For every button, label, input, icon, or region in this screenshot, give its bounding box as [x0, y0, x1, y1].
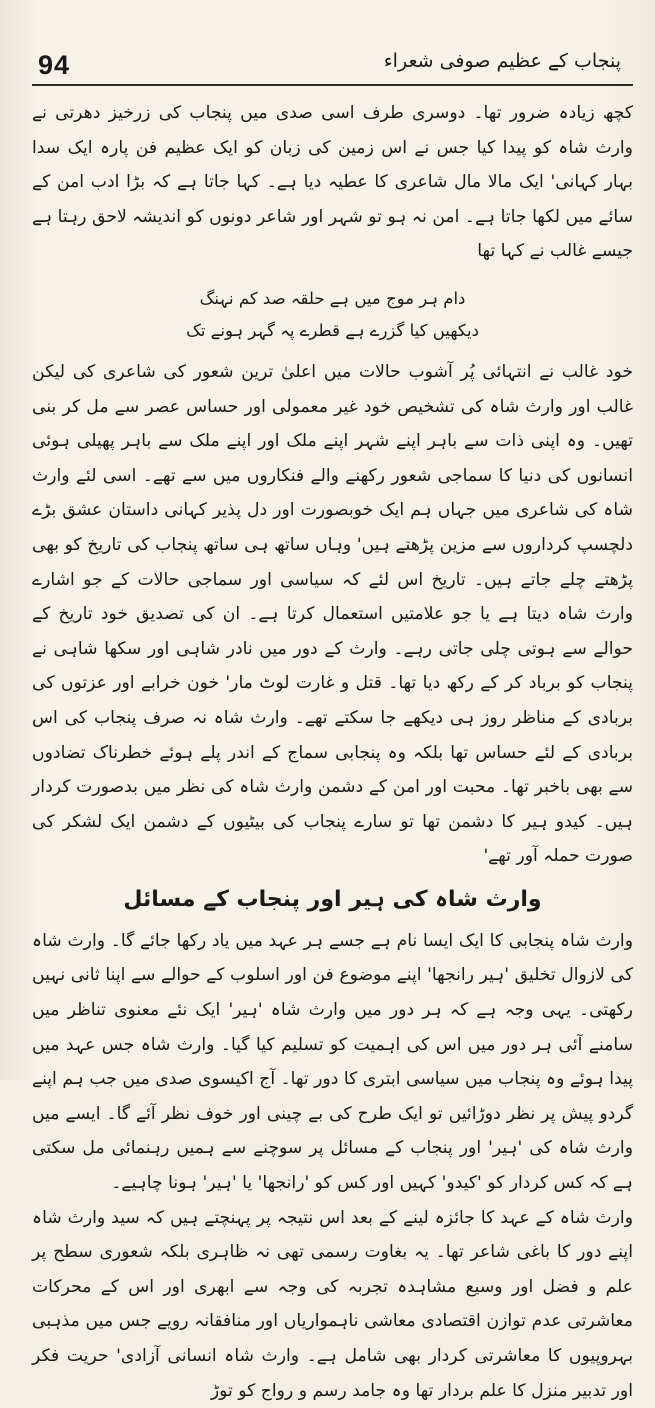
verse-couplet: [32, 283, 633, 347]
running-title: پنجاب کے عظیم صوفی شعراء: [383, 50, 621, 72]
verse-line-1: دام ہر موج میں ہے حلقہ صد کم نہنگ: [199, 288, 466, 308]
page-number: 94: [38, 50, 71, 80]
paragraph-rebel-poet: وارث شاہ کے عہد کا جائزہ لینے کے بعد اس نتیجہ پر پہنچتے ہیں کہ سید وارث شاہ اپنے دور کا باغی شاعر تھا۔ یہ بغاوت رسمی تھی نہ ظاہری بلکہ شعوری سطح پر علم و فضل اور وسیع مشاہدہ تجربہ کی وجہ سے ابھری اور اس کے محرکات معاشرتی عدم توازن اقتصادی معاشی ناہمواریاں اور منافقانہ رویے جس میں مذہبی بہروپیوں کا معاشرتی کردار بھی شامل ہے۔ وارث شاہ انسانی آزادی' حریت فکر اور تدبیر منزل کا علم بردار تھا وہ جامد رسم و رواج کو توڑ: [32, 1207, 633, 1401]
paragraph-heer-intro: وارث شاہ پنجابی کا ایک ایسا نام ہے جسے ہر عہد میں یاد رکھا جائے گا۔ وارث شاہ کی لازوال تخلیق 'ہیر رانجھا' اپنے موضوع فن اور اسلوب کے حوالے سے اپنا ثانی نہیں رکھتی۔ یہی وجہ ہے کہ ہر دور میں وارث شاہ 'ہیر' ایک نئے معنوی تناظر میں سامنے آئی ہر دور میں اس کی اہمیت کو تسلیم کیا گیا۔ وارث شاہ جس عہد میں پیدا ہوئے وہ پنجاب میں سیاسی ابتری کا دور تھا۔ آج اکیسوی صدی میں جب ہم اپنے گردو پیش پر نظر دوڑائیں تو ایک طرح کی بے چینی اور خوف نظر آئے گا۔ ایسے میں وارث شاہ کی 'ہیر' اور پنجاب کے مسائل پر سوچنے سے ہمیں رہنمائی مل سکتی ہے کہ کس کردار کو 'کیدو' کہیں اور کس کو 'رانجھا' یا 'ہیر' ہونا چاہیے۔: [32, 930, 633, 1194]
paragraph-intro: کچھ زیادہ ضرور تھا۔ دوسری طرف اسی صدی میں پنجاب کی زرخیز دھرتی نے وارث شاہ کو پیدا کیا جس نے اس زمین کی زبان کو ایک عظیم فن پارہ ایک سدا بہار کہانی' ایک مالا مال شاعری کا عطیہ دیا ہے۔ کہا جاتا ہے کہ بڑا ادب امن کے سائے میں لکھا جاتا ہے۔ امن نہ ہو تو شہر اور شاعر دونوں کو اندیشہ لاحق رہتا ہے جیسے غالب نے کہا تھا: [32, 103, 633, 262]
verse-line-2: دیکھیں کیا گزرے ہے قطرے پہ گہر ہونے تک: [186, 320, 479, 340]
header-rule: [32, 84, 633, 86]
section-heading: وارث شاہ کی ہیر اور پنجاب کے مسائل: [123, 886, 542, 912]
paragraph-ghalib-waris: خود غالب نے انتہائی پُر آشوب حالات میں اعلیٰ ترین شعور کی شاعری کی لیکن غالب اور وارث شاہ کی تشخیص خود غیر معمولی اور حساس عصر سے مل کر بنی تھیں۔ وہ اپنی ذات سے باہر اپنے شہر اپنے ملک اور اپنے ملک سے باہر پھیلی ہوئی انسانوں کی دنیا کا سماجی شعور رکھنے والے فنکاروں میں سے تھے۔ اسی لئے وارث شاہ کی شاعری میں جہاں ہم ایک خوبصورت اور دل پذیر کہانی داستان عشق بڑے دلچسپ کرداروں سے مزین پڑھتے ہیں' وہاں ساتھ ہی ساتھ پنجاب کی تاریخ کو بھی پڑھتے چلے جاتے ہیں۔ تاریخ اس لئے کہ سیاسی اور سماجی حالات کے جو اشارے وارث شاہ دیتا ہے یا جو علامتیں استعمال کرتا ہے۔ ان کی تصدیق خود تاریخ کے حوالے سے ہوتی چلی جاتی رہے۔ وارث کے دور میں نادر شاہی اور سکھا شاہی نے پنجاب کو برباد کر کے رکھ دیا تھا۔ قتل و غارت لوٹ مار' خون خرابے اور عزتوں کی بربادی کے مناظر روز ہی دیکھے جا سکتے تھے۔ وارث شاہ نہ صرف پنجاب کی اس بربادی کے لئے حساس تھا بلکہ وہ پنجابی سماج کے اندر پلے ہوئے خطرناک تضادوں سے بھی باخبر تھا۔ محبت اور امن کے دشمن وارث شاہ کی نظر میں بدصورت کردار ہیں۔ کیدو ہیر کا دشمن تھا تو سارے پنجاب کی بیٹیوں کے دشمن ایک لشکر کی صورت حملہ آور تھے': [32, 361, 633, 867]
page-header: [32, 0, 633, 86]
